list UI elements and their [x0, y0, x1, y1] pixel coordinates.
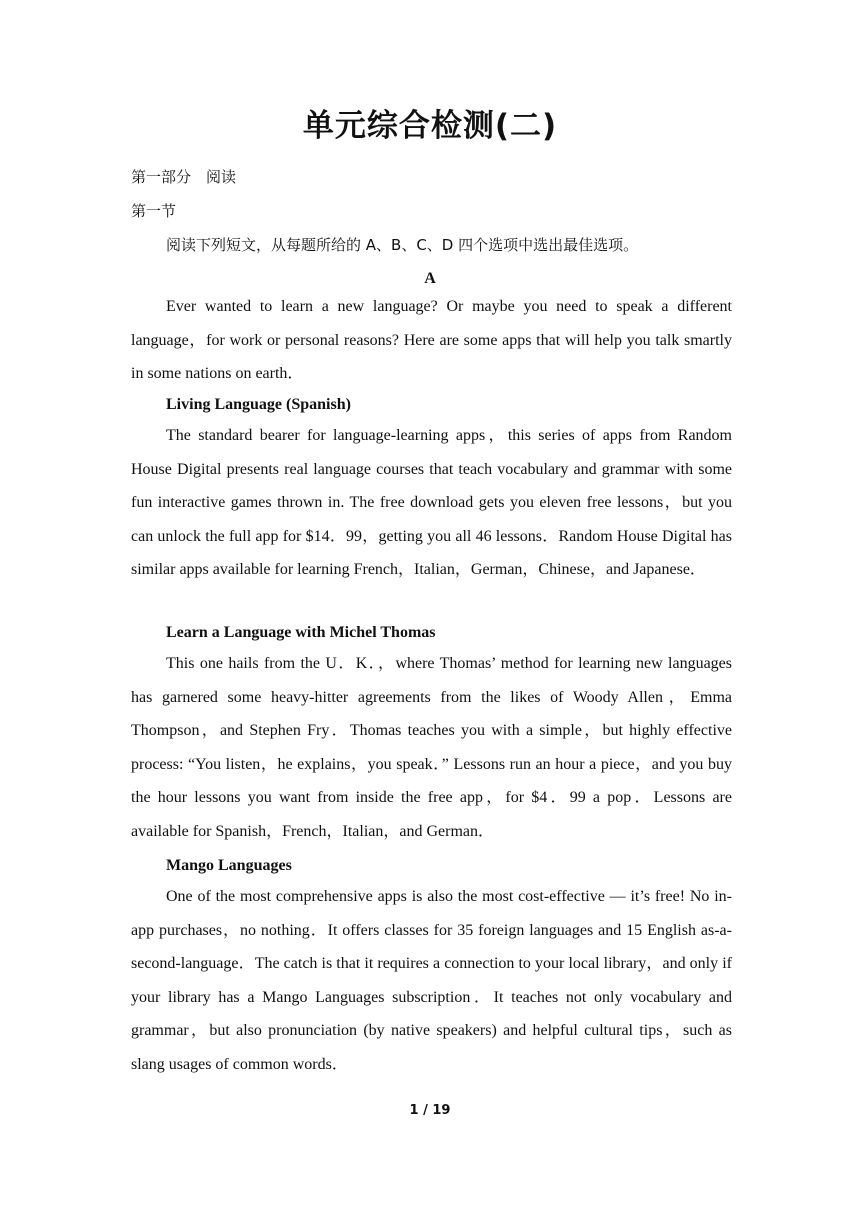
page-title: 单元综合检测(二) — [302, 108, 558, 144]
section-paragraph-michel-thomas: This one hails from the U．K．，where Thomas’ method for learning new languages has garnered some heavy-hitter agreements from the likes of Woody Allen，Emma Thompson，and Stephen Fry．Thomas teaches you with a simple，but highly effective process: “You listen，he explains，you speak．” Lessons run an hour a piece，and you buy the hour lessons you want from inside the free app，for $4．99 a pop．Lessons are available for Spanish，French，Italian，and German． — [131, 655, 732, 840]
section-heading-living-language: Living Language (Spanish) — [166, 396, 351, 413]
intro-paragraph: Ever wanted to learn a new language? Or maybe you need to speak a different language，for work or personal reasons? Here are some apps that will help you talk smartly in some nations on earth． — [131, 298, 732, 383]
instruction-text: 阅读下列短文，从每题所给的 A、B、C、D 四个选项中选出最佳选项。 — [166, 236, 639, 254]
part-heading: 第一部分 阅读 — [131, 168, 237, 186]
passage-label: A — [424, 270, 436, 287]
section-paragraph-mango-languages: One of the most comprehensive apps is also the most cost-effective — it’s free! No in-app purchases，no nothing．It offers classes for 35 foreign languages and 15 English as-a-second-language．The catch is that it requires a connection to your local library，and only if your library has a Mango Languages subscription．It teaches not only vocabulary and grammar，but also pronunciation (by native speakers) and helpful cultural tips，such as slang usages of common words． — [131, 888, 732, 1073]
section-heading-michel-thomas: Learn a Language with Michel Thomas — [166, 624, 436, 641]
section-heading: 第一节 — [131, 202, 177, 220]
page-number: 1 / 19 — [409, 1103, 451, 1118]
section-heading-mango-languages: Mango Languages — [166, 857, 292, 874]
section-paragraph-living-language: The standard bearer for language-learning apps，this series of apps from Random House Digital presents real language courses that teach vocabulary and grammar with some fun interactive games thrown in. The free download gets you eleven free lessons，but you can unlock the full app for $14．99，getting you all 46 lessons．Random House Digital has similar apps available for learning French，Italian，German，Chinese，and Japanese． — [131, 427, 732, 579]
